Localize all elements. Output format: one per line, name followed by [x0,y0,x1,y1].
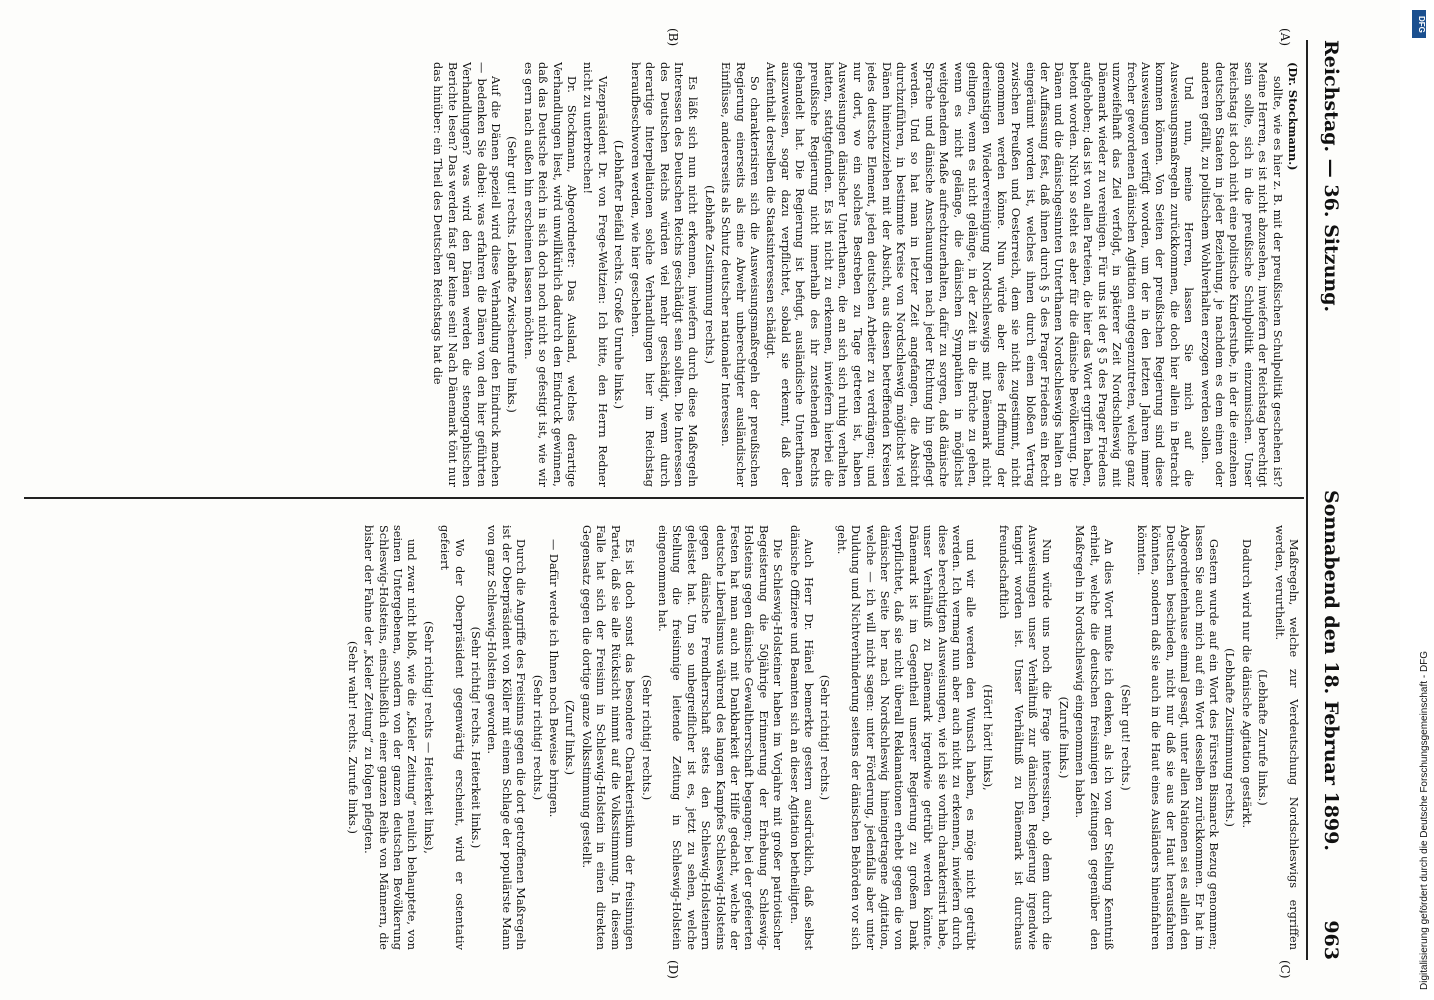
margin-label-b: (B) [666,28,680,47]
interjection: (Lebhafte Zustimmung rechts.) [702,185,716,364]
interjection: (Lebhafte Zurufe links.) [1256,669,1270,806]
paragraph: Durch die Angriffe des Freisinns gegen die dort getroffenen Maßregeln ist der Oberpräsident von Köller mit einem Schlage der populärste Mann von ganz Schleswig-Holstein geworden. [485,525,528,950]
paragraph: und wir alle werden den Wunsch haben, es möge nicht getrübt werden. Ich vermag nun aber auch nicht zu erkennen, inwiefern durch diese berechtigten Ausweisungen, wie ich sie vorhin charakterisirt habe, unser Verhältniß zu Dänemark irgendwie getrübt werden könnte. Dänemark ist im Gegentheil unserer Regierung zu großem Dank verpflichtet, daß sie nicht überall Reklamationen erhebt gegen die von dänischer Seite her nach Nordschleswig hineingetragene Agitation, welche — ich will nicht sagen: unter Förderung, jedenfalls aber unter Duldung und Nichtverhinderung seitens der dänischen Behörden vor sich geht. [834,525,978,950]
margin-label-a: (A) [1278,28,1292,47]
paragraph: Vizepräsident Dr. von Frege-Weltzien: Ich bitte, den Herrn Redner nicht zu unterbrechen! [581,62,609,487]
interjection: (Sehr richtig! rechts.) [530,674,544,801]
interjection: (Sehr gut! rechts. Lebhafte Zwischenrufe links.) [505,136,519,413]
page-number: 963 [1320,920,1342,960]
right-column [30,525,1300,950]
interjection: (Zurufe links.) [1056,696,1070,779]
digitization-note: Digitalisierung gefördert durch die Deutsche Forschungsgemeinschaft - DFG [1419,650,1430,990]
paragraph: Gestern wurde auf ein Wort des Fürsten Bismarck Bezug genommen; lassen Sie auch mich auf ein Wort desselben zurückkommen. Er hat im Abgeordnetenhause einmal gesagt, unter allen Nationen sei es allein den Deutschen beschieden, nicht nur daß sie aus der Haut herausfahren könnten, sondern daß sie auch in die Haut eines Ausländers hineinfahren könnten. [1134,525,1220,950]
interjection: (Lebhafter Beifall rechts. Große Unruhe links.) [612,140,626,409]
paragraph: Dr. Stockmann, Abgeordneter: Das Ausland, welches derartige Verhandlungen liest, wird unwillkürlich dadurch den Eindruck gewinnen, daß das Deutsche Reich in sich doch noch nicht so gefestigt ist, wie wir es gern nach außen hin erscheinen lassen möchten. [521,62,579,487]
paragraph: — Dafür werde ich Ihnen noch Beweise bringen. [547,539,561,818]
paragraph: Es ist doch sonst das besondere Charakteristikum der freisinnigen Partei, daß sie alle Rücksicht nimmt auf die Volksstimmung. In diesem Falle hat sich der Freisinn in Schleswig-Holstein in einen direkten Gegensatz gegen die dortige ganze Volksstimmung gestellt. [579,525,637,950]
paragraph: Wo der Oberpräsident gegenwärtig erscheint, wird er ostentativ gefeiert [438,525,466,950]
interjection: (Hört! hört! links), [980,684,994,791]
header-rule [1306,40,1308,960]
margin-label-d: (D) [666,960,680,979]
digitization-strip [1400,0,1434,1000]
interjection: (Sehr richtig! rechts. Heiterkeit links.) [469,626,483,849]
interjection: (Zuruf links.) [563,699,577,776]
paragraph: und zwar nicht bloß, wie die „Kieler Zeitung“ neulich behauptete, von seinen Untergebenen, sondern von der ganzen deutschen Bevölkerung Schleswig-Holsteins, einschließlich einer ganzen Reihe von Männern, die bisher der Fahne der „Kieler Zeitung“ zu folgen pflegten. [362,525,419,950]
interjection: (Sehr richtig! rechts — Heiterkeit links), [421,621,435,854]
interjection: (Sehr richtig! rechts.) [818,674,832,801]
paragraph: Auf die Dänen speziell wird diese Verhandlung den Eindruck machen — bedenken Sie dabei: was erfahren die Dänen von den hier geführten Verhandlungen? was wird den Dänen werden die stenographischen Berichte lesen? Das werden fast gar keine sein! Nach Dänemark tönt nur das hinüber: ein Theil des Deutschen Reichstags hat die [431,62,503,487]
interjection: (Sehr gut! rechts.) [1118,684,1132,791]
header-left: Reichstag. — 36. Sitzung. [1320,40,1342,313]
interjection: (Sehr wahr! rechts. Zurufe links.) [345,641,359,834]
paragraph: So charakterisiren sich die Ausweisungsmaßregeln der preußischen Regierung einerseits als eine Abwehr unberechtigter ausländischer Einflüsse, andererseits als Schutz deutscher nationaler Interessen. [719,62,761,487]
paragraph: Maßregeln, welche zur Verdeutschung Nordschleswigs ergriffen werden, verurtheilt. [1272,525,1300,950]
speaker-label: (Dr. Stockmann.) [1286,62,1300,171]
header-date: Sonnabend den 18. Februar 1899. [1320,490,1342,851]
paragraph: Und nun, meine Herren, lassen Sie mich auf die Ausweisungsmaßregeln zurückkommen, die doch hier allein in Betracht kommen können. Von Seiten der preußischen Regierung sind diese Ausweisungen verfügt worden, um der in den letzten Jahren immer frecher gewordenen dänischen Agitation entgegenzutreten, welche ganz unzweifelhaft das Ziel verfolgt, in späterer Zeit Nordschleswig mit Dänemark wieder zu vereinigen. Für uns ist der § 5 des Prager Friedens aufgehoben; das ist von allen Parteien, die hier das Wort ergriffen haben, betont worden. Nicht so steht es aber für die dänische Bevölkerung. Die Dänen und die dänischgesinnten Unterthanen Nordschleswigs halten an der Auffassung fest, daß ihnen durch § 5 des Prager Friedens ein Recht eingeräumt worden ist, welches ihnen durch einen bloßen Vertrag zwischen Preußen und Oesterreich, dem sie nicht zugestimmt, nicht genommen werden könne. Nun würde aber diese Hoffnung der dereinstigen Wiedervereinigung Nordschleswigs mit Dänemark nicht gelingen, wenn es nicht gelänge, in der Zeit in die Brüche zu gehen, wenn es nicht gelänge, die dänischen Sympathien in möglichst weitgehendem Maße aufrechtzuerhalten, dafür zu sorgen, daß dänische Sprache und dänische Anschauungen nach jeder Richtung hin gepflegt werden. Und so hat man in letzter Zeit angefangen, die Absicht durchzuführen, in bestimmte Kreise von Nordschleswig möglichst viel Dänen hineinzuziehen mit der Absicht, aus diesen betreffenden Kreisen jedes deutsche Element, jeden deutschen Arbeiter zu verdrängen; und nur dort, wo ein solches Bestreben zu Tage getreten ist, haben Ausweisungen dänischer Unterthanen, die an sich sich ruhig verhalten hatten, stattgefunden. Es ist nicht zu erkennen, inwiefern hierbei die preußische Regierung nicht innerhalb des ihr zustehenden Rechts gehandelt hat. Die Regierung ist befugt, ausländische Unterthanen auszuweisen, sogar dazu verpflichtet, sobald sie erkennt, daß der Aufenthalt derselben die Staatsinteressen schädigt. [764,62,1196,487]
left-column [30,62,1300,487]
paragraph: Die Schleswig-Holsteiner haben im Vorjahre mit großer patriotischer Begeisterung die 50jährige Erinnerung der Erhebung Schleswig-Holsteins gegen dänische Gewaltherrschaft begangen; bei der gefeierten Festen hat man auch mit Dankbarkeit der Hilfe gedacht, welche der deutsche Liberalismus während des langen Kampfes Schleswig-Holsteins gegen dänische Fremdherrschaft stets den Schleswig-Holsteinern geleistet hat. Um so unbegreiflicher ist es, jetzt zu sehen, welche Stellung die freisinnige leitende Zeitung in Schleswig-Holstein eingenommen hat. [655,525,785,950]
paragraph: Dadurch wird nur die dänische Agitation gestärkt. [1239,539,1253,829]
dfg-logo-icon: DFG [1412,10,1426,38]
paragraph: Auch Herr Dr. Hänel bemerkte gestern ausdrücklich, daß selbst dänische Offiziere und Beamten sich an dieser Agitation betheiligten. [787,525,815,950]
paragraph: sollte, wie es hier z. B. mit der preußischen Schulpolitik geschehen ist? Meine Herren, es ist nicht abzusehen, inwiefern der Reichstag berechtigt sein sollte, sich in die preußische Schulpolitik einzumischen. Unser Reichstag ist doch nicht eine politische Kinderstube, in der die einzelnen deutschen Staaten in jeder Beziehung, je nachdem es dem einen oder anderen gefällt, zu politischem Wohlverhalten erzogen werden sollen. [1198,62,1284,487]
interjection: (Lebhafte Zustimmung rechts.) [1223,648,1237,827]
interjection: (Sehr richtig! rechts.) [639,674,653,801]
paragraph: Nun würde uns noch die Frage interessiren, ob denn durch die Ausweisungen unser Verhältniß zur dänischen Regierung irgendwie tangirt worden ist. Unser Verhältniß zu Dänemark ist durchaus freundschaftlich [997,525,1054,950]
column-divider [24,497,1304,499]
margin-label-c: (C) [1278,960,1292,979]
paragraph: An dies Wort mußte ich denken, als ich von der Stellung Kenntniß erhielt, welche die deutschen freisinnigen Zeitungen gegenüber den Maßregeln in Nordschleswig eingenommen haben. [1073,525,1116,950]
paragraph: Es läßt sich nun nicht erkennen, inwiefern durch diese Maßregeln Interessen des Deutschen Reichs geschädigt sein sollten. Die Interessen des Deutschen Reichs würden viel mehr geschädigt, wenn durch derartige Interpellationen solche Verhandlungen hier im Reichstag heraufbeschworen werden, wie hier geschehen. [628,62,700,487]
page-header [1308,40,1348,960]
